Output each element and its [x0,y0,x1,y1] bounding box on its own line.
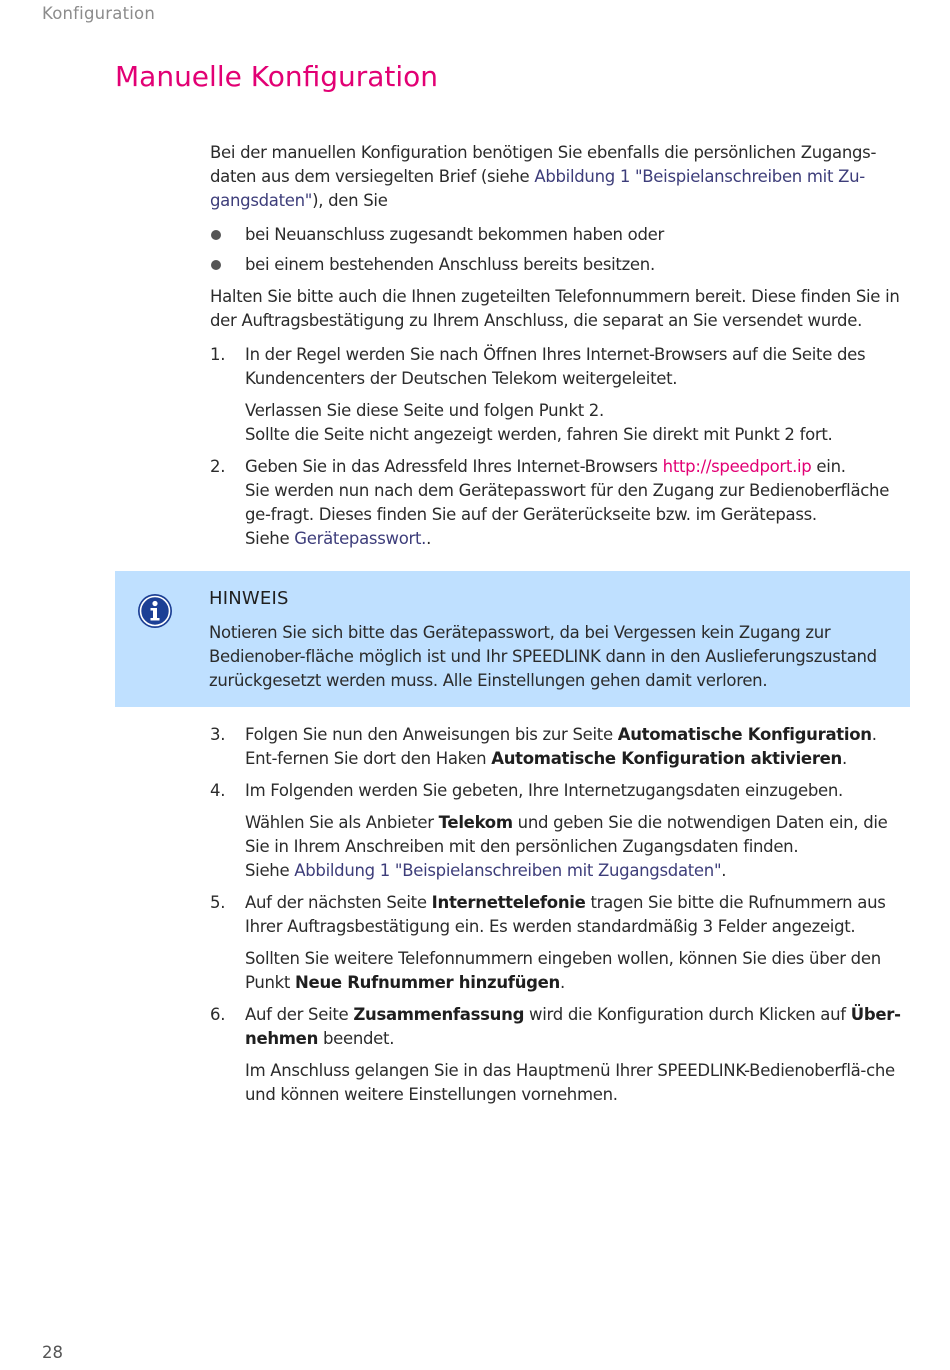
step-5 [210,891,910,995]
see-label: Siehe [245,861,295,880]
speedport-url-link[interactable]: http://speedport.ip [662,457,812,476]
step-number: 3. [210,725,226,744]
intro-text-end: ), den Sie [312,191,388,210]
bullet-list [210,223,910,277]
list-item-text: bei einem bestehenden Anschluss bereits besitzen. [245,255,655,274]
step-number: 4. [210,781,226,800]
ui-term: Automatische Konfiguration [617,725,872,744]
list-item-text: bei Neuanschluss zugesandt bekommen haben oder [245,225,664,244]
step-text-part: Sie werden nun nach dem Gerätepasswort für den Zugang zur Bedienoberfläche ge-fragt. Dieses finden Sie auf der Geräterückseite bzw. im Gerätepass. [245,481,890,524]
page-number: 28 [42,1343,63,1362]
step-text [245,891,910,939]
step-text-part: Sollten Sie weitere Telefonnummern eingeben wollen, können Sie dies über den Punkt [245,949,881,992]
step-subtext-line: Verlassen Sie diese Seite und folgen Punkt 2. [245,401,604,420]
step-subtext [245,947,910,995]
step-number: 5. [210,893,226,912]
bullet-icon [211,230,221,240]
step-text-part: Wählen Sie als Anbieter [245,813,439,832]
step-subtext: Im Anschluss gelangen Sie in das Hauptmenü Ihrer SPEEDLINK-Bedienoberflä-che und können weitere Einstellungen vornehmen. [245,1061,895,1104]
ui-term: Telekom [438,813,513,832]
steps-list-continued [210,723,910,1107]
ui-term: Über-nehmen [245,1005,901,1048]
ui-term: Zusammenfassung [353,1005,525,1024]
step-text-part: tragen Sie bitte die Rufnummern aus Ihrer Auftragsbestätigung ein. Es werden standardmäßig 3 Felder angezeigt. [245,893,886,936]
ui-term: Automatische Konfiguration aktivieren [491,749,842,768]
step-number: 1. [210,345,226,364]
steps-list [210,343,910,551]
step-text-part: Auf der nächsten Seite [245,893,432,912]
step-text-part: . [842,749,847,768]
step-text-part: Geben Sie in das Adressfeld Ihres Internet-Browsers [245,457,663,476]
step-text-part: . [559,973,565,992]
step-2 [210,455,910,551]
note-box [115,571,910,707]
step-text [245,455,910,551]
step-text-part: wird die Konfiguration durch Klicken auf [524,1005,851,1024]
step-6 [210,1003,910,1107]
ui-term: Internettelefonie [431,893,586,912]
note-title: HINWEIS [209,588,289,609]
step-text-part: . Ent-fernen Sie dort den Haken [245,725,877,768]
step-4 [210,779,910,883]
step-subtext-line: Sollte die Seite nicht angezeigt werden, fahren Sie direkt mit Punkt 2 fort. [245,425,833,444]
step-text-part: beendet. [318,1029,395,1048]
step-text-part: Auf der Seite [245,1005,354,1024]
figure-reference-link[interactable]: Abbildung 1 "Beispielanschreiben mit Zu-gangsdaten" [210,167,865,210]
step-text-part: Folgen Sie nun den Anweisungen bis zur Seite [245,725,618,744]
steps-section-continued [210,723,910,1115]
step-text-part: und geben Sie die notwendigen Daten ein, die Sie in Ihrem Anschreiben mit den persönlichen Zugangsdaten finden. [245,813,888,856]
page-title: Manuelle Konfiguration [115,60,439,93]
figure-reference-link[interactable]: Abbildung 1 "Beispielanschreiben mit Zugangsdaten" [294,861,722,880]
step-text: In der Regel werden Sie nach Öffnen Ihres Internet-Browsers auf die Seite des Kundencenters der Deutschen Telekom weitergeleitet. [245,345,866,388]
intro-paragraph [210,141,910,213]
ui-term: Neue Rufnummer hinzufügen [295,973,560,992]
see-label: Siehe [245,529,295,548]
intro-text: Bei der manuellen Konfiguration benötigen Sie ebenfalls die persönlichen Zugangs-daten aus dem versiegelten Brief (siehe [210,143,877,186]
intro-section [210,141,910,559]
step-subtext [245,811,910,883]
see-end: . [721,861,727,880]
running-head: Konfiguration [42,4,155,23]
list-item [210,253,910,277]
step-text-part: ein. [811,457,846,476]
step-text [245,1003,910,1051]
step-1 [210,343,910,447]
bullet-icon [211,260,221,270]
info-icon [137,593,173,629]
see-end: . [426,529,432,548]
step-number: 6. [210,1005,226,1024]
step-number: 2. [210,457,226,476]
list-item [210,223,910,247]
step-text: Im Folgenden werden Sie gebeten, Ihre Internetzugangsdaten einzugeben. [245,781,843,800]
step-text [245,723,910,771]
device-password-link[interactable]: Gerätepasswort. [294,529,427,548]
step-3 [210,723,910,771]
phone-numbers-paragraph: Halten Sie bitte auch die Ihnen zugeteilten Telefonnummern bereit. Diese finden Sie in der Auftragsbestätigung zu Ihrem Anschluss, die separat an Sie versendet wurde. [210,287,900,330]
step-subtext [245,399,910,447]
note-text: Notieren Sie sich bitte das Gerätepasswort, da bei Vergessen kein Zugang zur Bedienober-fläche möglich ist und Ihr SPEEDLINK dann in den Auslieferungszustand zurückgesetzt werden muss. Alle Einstellungen gehen damit verloren. [209,623,877,690]
